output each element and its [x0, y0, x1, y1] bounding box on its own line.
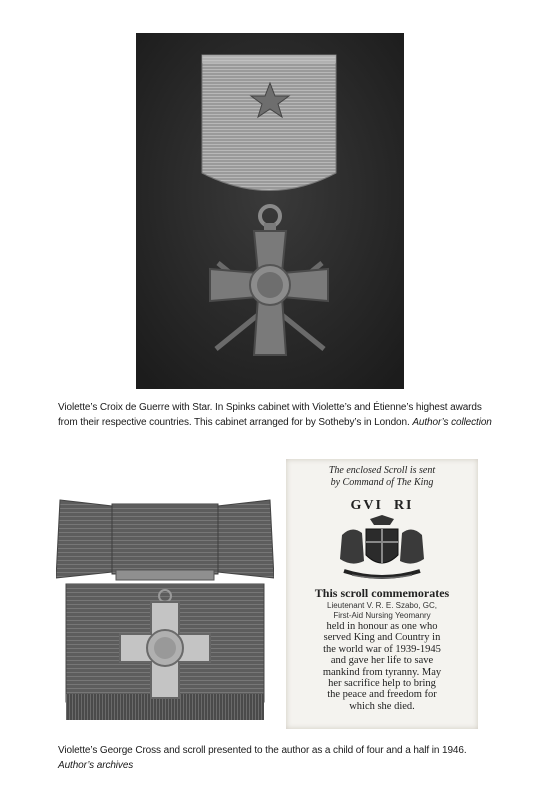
scroll-header: [286, 465, 478, 489]
scroll-body-line: which she died.: [349, 700, 415, 712]
croix-caption-text: from their respective countries. This cabinet arranged for by Sotheby’s in London.: [58, 416, 410, 428]
croix-credit: Author’s collection: [412, 416, 492, 428]
royal-coat-of-arms-icon: [322, 515, 442, 583]
croix-caption: [58, 401, 498, 430]
scroll-header-line2: by Command of The King: [330, 477, 434, 488]
scroll-body-line: the peace and freedom for: [327, 689, 437, 701]
croix-de-guerre-photo: [136, 33, 404, 389]
recipient-line2: First-Aid Nursing Yeomanry: [333, 611, 431, 620]
croix-de-guerre-illustration: [136, 33, 404, 389]
commemorative-scroll: [286, 459, 478, 729]
scroll-body: [286, 621, 478, 712]
cipher-left: GVI: [350, 498, 383, 513]
scroll-recipient: [286, 601, 478, 621]
george-caption-line1: Violette’s George Cross and scroll presented to the author as a child of four and a half in 1946.: [58, 745, 467, 756]
scroll-body-line: served King and Country in: [323, 632, 441, 644]
scroll-body-line: her sacrifice help to bring: [328, 678, 436, 690]
scroll-body-line: and gave her life to save: [330, 655, 434, 667]
george-credit: Author’s archives: [58, 759, 134, 771]
scroll-body-line: the world war of 1939-1945: [323, 643, 441, 655]
george-cross-caption: [58, 744, 498, 773]
george-cross-photo: [56, 488, 274, 736]
scroll-body-line: held in honour as one who: [326, 621, 438, 632]
scroll-title: This scroll commemorates: [314, 586, 450, 600]
scroll-header-line1: The enclosed Scroll is sent: [328, 465, 436, 476]
cipher-right: RI: [393, 498, 414, 513]
royal-cipher: [286, 498, 478, 514]
scroll-body-line: mankind from tyranny. May: [322, 666, 442, 678]
croix-caption-line2: [58, 416, 498, 431]
croix-caption-line1: Violette’s Croix de Guerre with Star. In Spinks cabinet with Violette’s and Étienne’s highest awards: [58, 402, 482, 413]
george-cross-illustration: [56, 488, 274, 736]
recipient-line1: Lieutenant V. R. E. Szabo, GC,: [327, 601, 437, 610]
